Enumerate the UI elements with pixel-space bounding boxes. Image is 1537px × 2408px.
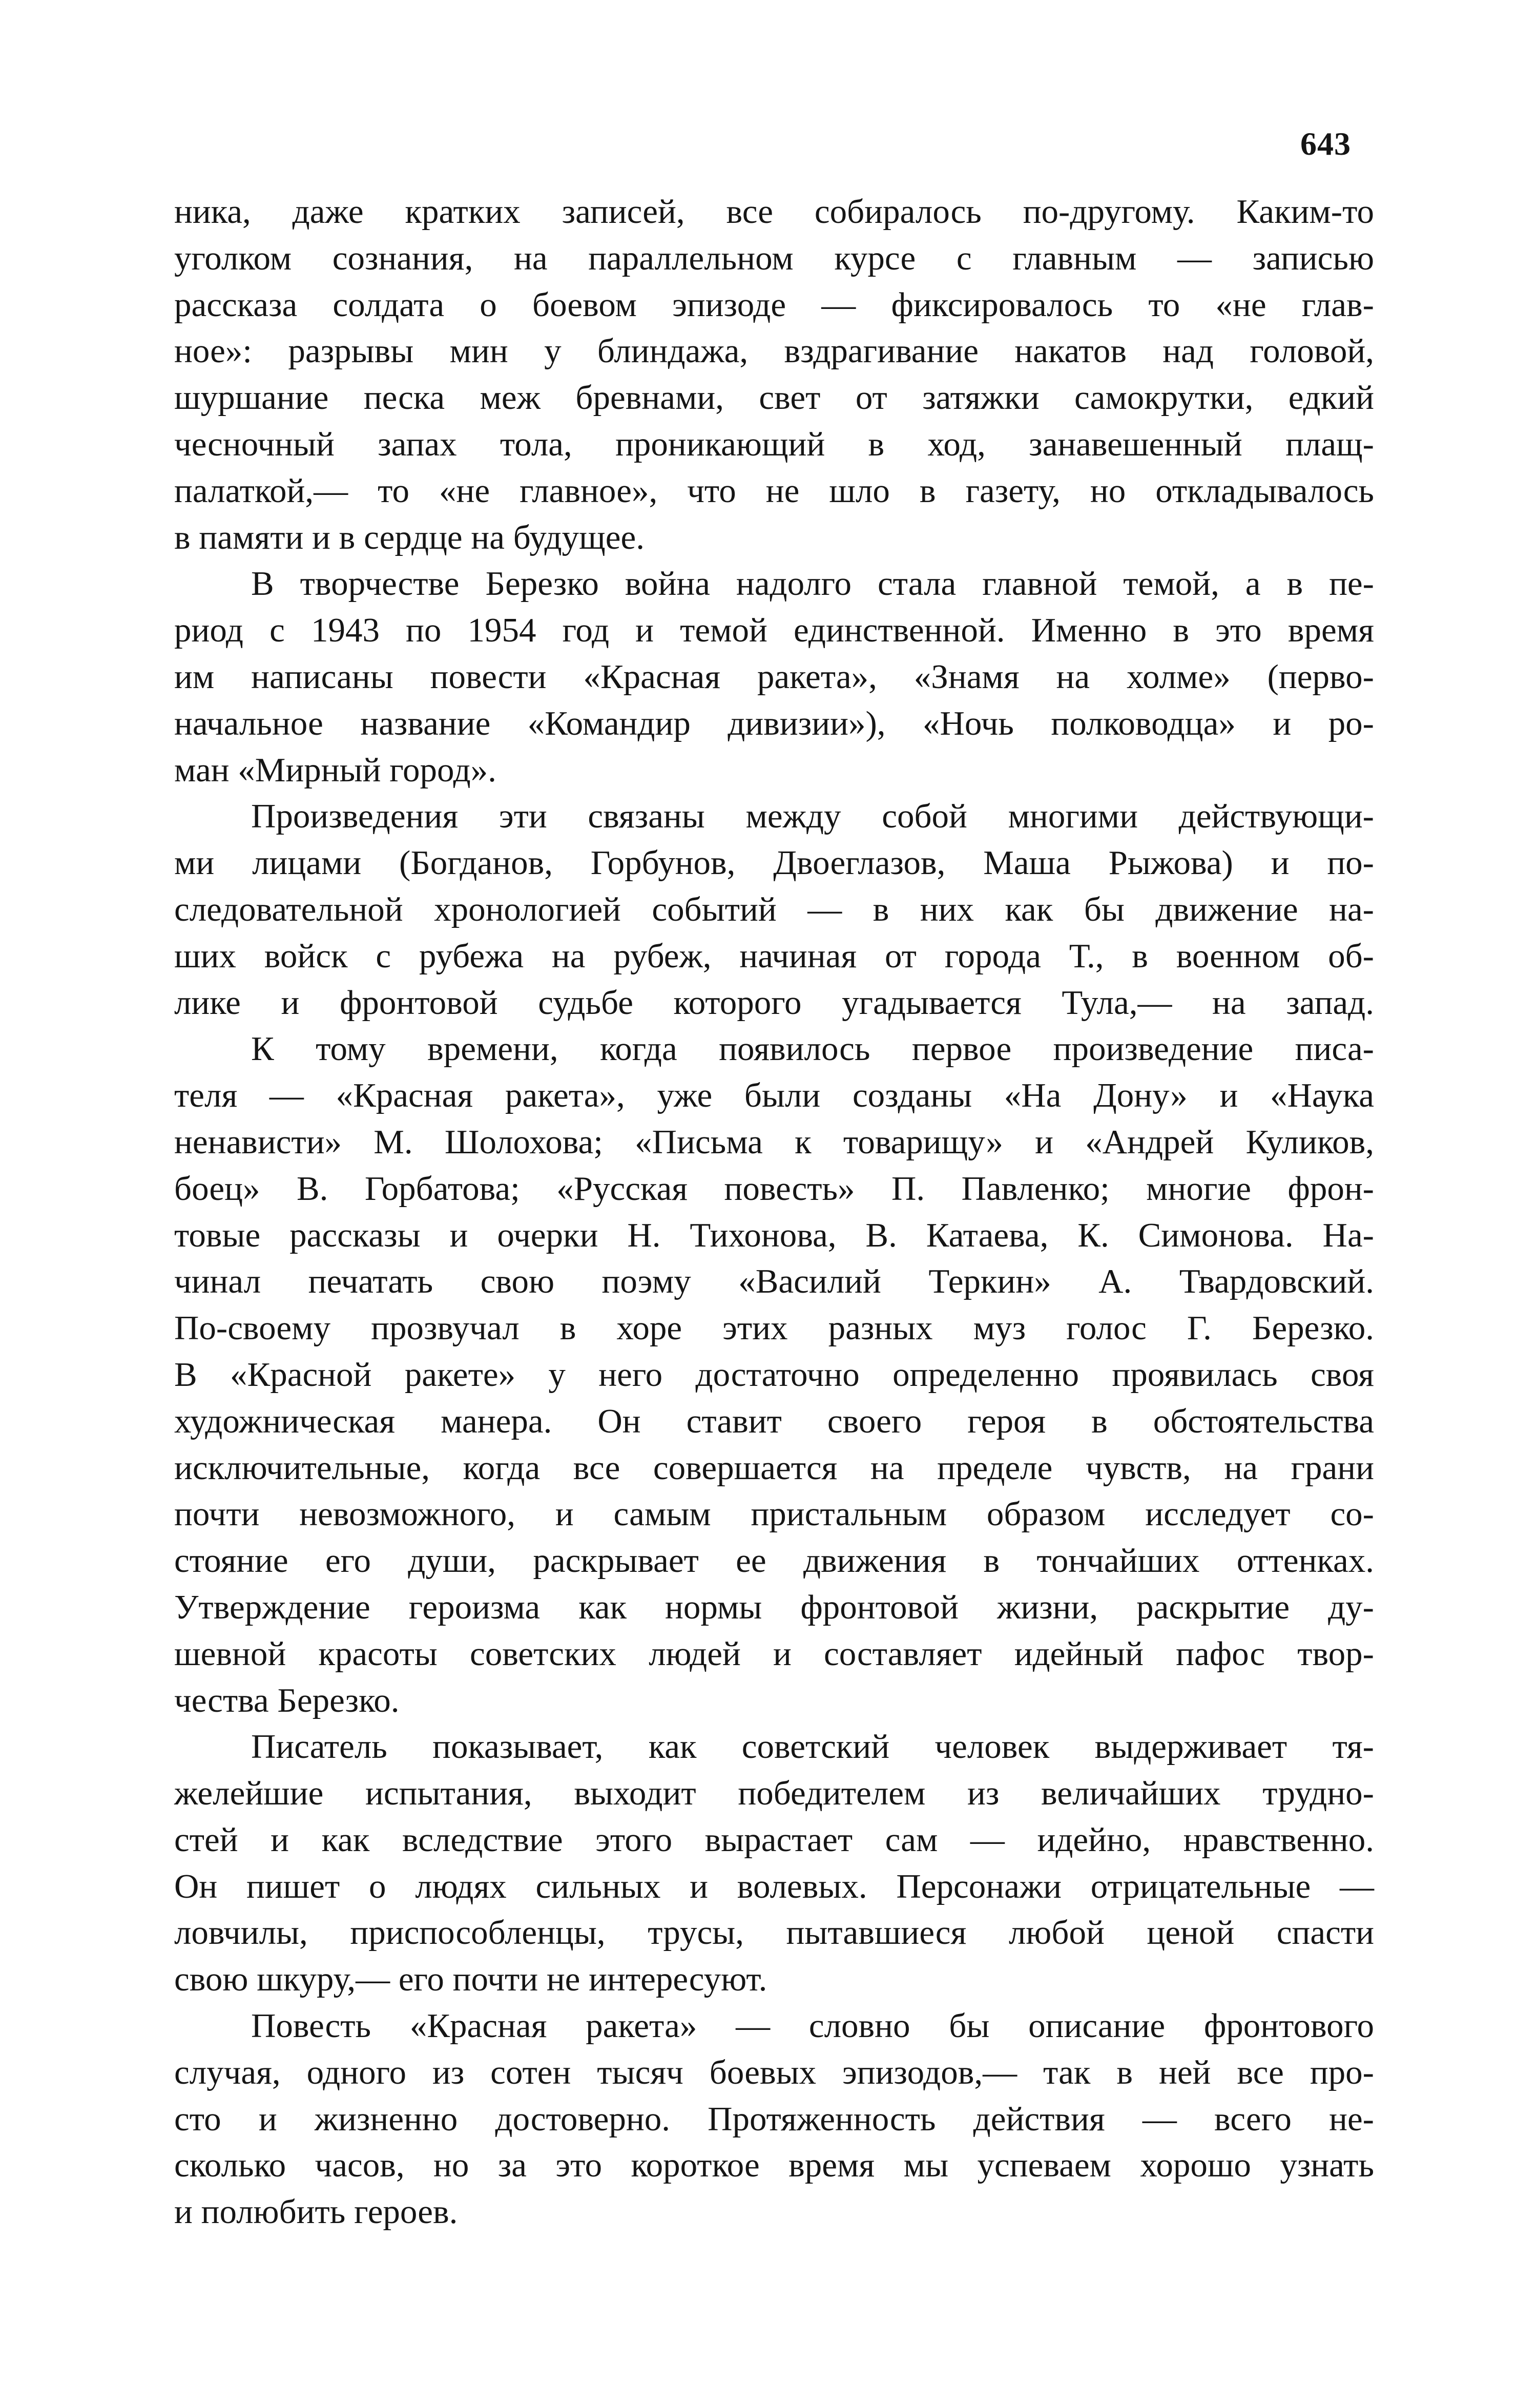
- text-line: художническая манера. Он ставит своего героя в обстоятельства: [174, 1402, 1374, 1440]
- paragraph: [174, 561, 1374, 793]
- page-number: 643: [1300, 126, 1351, 162]
- text-line: начальное название «Командир дивизии»), «Ночь полководца» и ро-: [174, 704, 1374, 742]
- text-line: исключительные, когда все совершается на пределе чувств, на грани: [174, 1448, 1374, 1487]
- text-line: риод с 1943 по 1954 год и темой единственной. Именно в это время: [174, 611, 1374, 650]
- text-line: сто и жизненно достоверно. Протяженность действия — всего не-: [174, 2100, 1374, 2138]
- paragraph: [174, 793, 1374, 1026]
- text-line: теля — «Красная ракета», уже были созданы «На Дону» и «Наука: [174, 1076, 1374, 1115]
- text-line: ман «Мирный город».: [174, 751, 496, 789]
- text-line: чества Березко.: [174, 1681, 400, 1719]
- text-line: шевной красоты советских людей и составляет идейный пафос твор-: [174, 1634, 1374, 1673]
- text-line: ненависти» М. Шолохова; «Письма к товарищу» и «Андрей Куликов,: [174, 1123, 1374, 1161]
- text-line: ших войск с рубежа на рубеж, начиная от города Т., в военном об-: [174, 937, 1374, 975]
- paragraph: [174, 1724, 1374, 2003]
- text-line: рассказа солдата о боевом эпизоде — фиксировалось то «не глав-: [174, 285, 1374, 324]
- text-line: сколько часов, но за это короткое время мы успеваем хорошо узнать: [174, 2146, 1374, 2185]
- text-line: Он пишет о людях сильных и волевых. Персонажи отрицательные —: [174, 1867, 1374, 1905]
- text-line: ное»: разрывы мин у блиндажа, вздрагивание накатов над головой,: [174, 332, 1374, 370]
- text-line: боец» В. Горбатова; «Русская повесть» П. Павленко; многие фрон-: [174, 1169, 1374, 1208]
- text-line: ловчилы, приспособленцы, трусы, пытавшиеся любой ценой спасти: [174, 1914, 1374, 1952]
- text-line: товые рассказы и очерки Н. Тихонова, В. Катаева, К. Симонова. На-: [174, 1216, 1374, 1254]
- page-body: [174, 189, 1374, 2235]
- text-line: шуршание песка меж бревнами, свет от затяжки самокрутки, едкий: [174, 379, 1374, 417]
- text-line: уголком сознания, на параллельном курсе с главным — записью: [174, 239, 1374, 277]
- text-line: ми лицами (Богданов, Горбунов, Двоеглазов, Маша Рыжова) и по-: [174, 844, 1374, 882]
- text-line: желейшие испытания, выходит победителем из величайших трудно-: [174, 1774, 1374, 1813]
- text-line: почти невозможного, и самым пристальным образом исследует со-: [174, 1495, 1374, 1533]
- text-line: К тому времени, когда появилось первое произведение писа-: [251, 1030, 1374, 1068]
- text-line: в памяти и в сердце на будущее.: [174, 518, 645, 556]
- paragraph: [174, 189, 1374, 561]
- text-line: лике и фронтовой судьбе которого угадывается Тула,— на запад.: [174, 983, 1374, 1022]
- text-line: Писатель показывает, как советский человек выдерживает тя-: [251, 1728, 1374, 1766]
- text-line: случая, одного из сотен тысяч боевых эпизодов,— так в ней все про-: [174, 2053, 1374, 2091]
- text-line: В «Красной ракете» у него достаточно определенно проявилась своя: [174, 1355, 1374, 1394]
- paragraph: [174, 2003, 1374, 2235]
- text-line: ника, даже кратких записей, все собиралось по-другому. Каким-то: [174, 193, 1374, 231]
- text-line: Утверждение героизма как нормы фронтовой жизни, раскрытие ду-: [174, 1588, 1374, 1626]
- text-line: и полюбить героев.: [174, 2193, 458, 2231]
- text-line: палаткой,— то «не главное», что не шло в газету, но откладывалось: [174, 471, 1374, 510]
- text-line: стей и как вследствие этого вырастает сам — идейно, нравственно.: [174, 1820, 1374, 1859]
- text-line: По-своему прозвучал в хоре этих разных муз голос Г. Березко.: [174, 1309, 1374, 1347]
- text-line: чесночный запах тола, проникающий в ход, занавешенный плащ-: [174, 425, 1374, 463]
- text-line: им написаны повести «Красная ракета», «Знамя на холме» (перво-: [174, 657, 1374, 696]
- text-line: стояние его души, раскрывает ее движения в тончайших оттенках.: [174, 1542, 1374, 1580]
- text-line: следовательной хронологией событий — в них как бы движение на-: [174, 890, 1374, 928]
- text-line: Произведения эти связаны между собой многими действующи-: [251, 797, 1374, 836]
- paragraph: [174, 1026, 1374, 1724]
- text-line: свою шкуру,— его почти не интересуют.: [174, 1960, 767, 1999]
- text-line: Повесть «Красная ракета» — словно бы описание фронтового: [251, 2007, 1374, 2045]
- text-line: чинал печатать свою поэму «Василий Теркин» А. Твардовский.: [174, 1262, 1374, 1301]
- text-line: В творчестве Березко война надолго стала главной темой, а в пе-: [251, 565, 1374, 603]
